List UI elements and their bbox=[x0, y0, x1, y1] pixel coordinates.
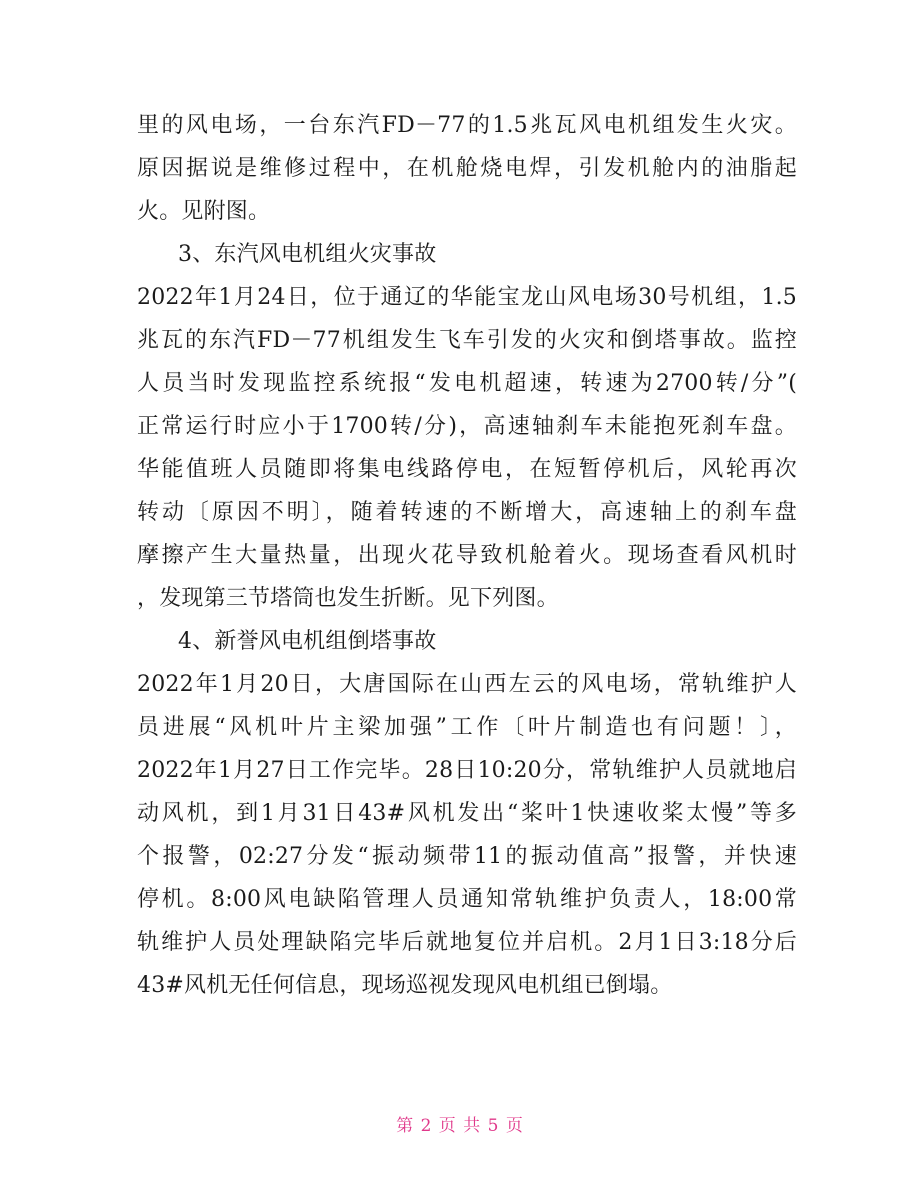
text-line: 华能值班人员随即将集电线路停电，在短暂停机后，风轮再次 bbox=[137, 457, 797, 482]
text-line: 原因据说是维修过程中，在机舱烧电焊，引发机舱内的油脂起 bbox=[137, 156, 797, 181]
text-line: 兆瓦的东汽FD－77机组发生飞车引发的火灾和倒塔事故。监控 bbox=[137, 328, 797, 353]
section-heading: 3、东汽风电机组火灾事故 bbox=[178, 242, 437, 267]
text-line: 2022年1月20日，大唐国际在山西左云的风电场，常轨维护人 bbox=[137, 672, 797, 697]
text-line: 轨维护人员处理缺陷完毕后就地复位并启机。2月1日3:18分后 bbox=[137, 930, 797, 955]
text-line: 里的风电场，一台东汽FD－77的1.5兆瓦风电机组发生火灾。 bbox=[137, 113, 797, 138]
text-line: 动风机，到1月31日43#风机发出“桨叶1快速收桨太慢”等多 bbox=[137, 801, 797, 826]
text-line: ，发现第三节塔筒也发生折断。见下列图。 bbox=[137, 586, 559, 611]
page-number-label: 第 2 页 共 5 页 bbox=[396, 1116, 524, 1136]
section-heading: 4、新誉风电机组倒塔事故 bbox=[178, 629, 437, 654]
text-line: 停机。8:00风电缺陷管理人员通知常轨维护负责人，18:00常 bbox=[137, 887, 797, 912]
text-line: 摩擦产生大量热量，出现火花导致机舱着火。现场查看风机时 bbox=[137, 543, 797, 568]
text-line: 43#风机无任何信息，现场巡视发现风电机组已倒塌。 bbox=[137, 973, 673, 998]
text-line: 2022年1月27日工作完毕。28日10:20分，常轨维护人员就地启 bbox=[137, 758, 797, 783]
text-line: 员进展“风机叶片主梁加强”工作〔叶片制造也有问题！〕， bbox=[137, 715, 797, 740]
text-line: 2022年1月24日，位于通辽的华能宝龙山风电场30号机组，1.5 bbox=[137, 285, 797, 310]
page-footer bbox=[0, 1111, 920, 1136]
text-line: 个报警，02:27分发“振动频带11的振动值高”报警，并快速 bbox=[137, 844, 797, 869]
text-line: 正常运行时应小于1700转/分)，高速轴刹车未能抱死刹车盘。 bbox=[137, 414, 797, 439]
text-line: 人员当时发现监控系统报“发电机超速，转速为2700转/分”( bbox=[137, 371, 797, 396]
text-line: 转动〔原因不明〕，随着转速的不断增大，高速轴上的刹车盘 bbox=[137, 500, 797, 525]
body-text bbox=[137, 104, 797, 1007]
text-line: 火。见附图。 bbox=[137, 199, 271, 224]
